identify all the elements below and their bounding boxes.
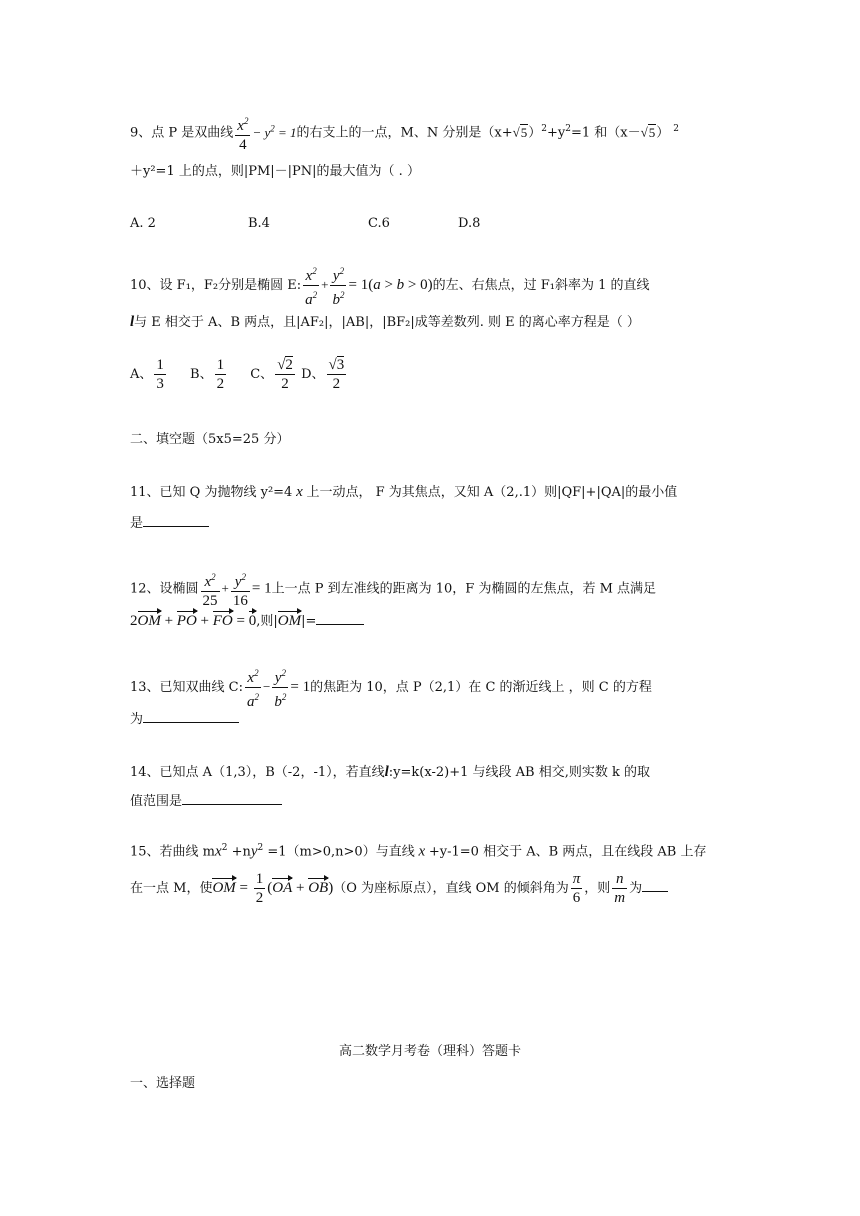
frac-pi-6: $\frac{\pi}{6}$ <box>572 871 581 906</box>
q10-text2: 的左、右焦点，过 F₁斜率为 1 的直线 <box>432 278 650 293</box>
q13-text: 13、已知双曲线 C: <box>130 680 244 695</box>
q13-frac-y2-b2: $\frac{y^2}{b^2}$ <box>272 664 288 711</box>
sqrt5-a: √5 <box>512 124 528 140</box>
q10-option-d: D、 <box>301 367 325 382</box>
q10-frac-x2-a2: $\frac{x^2}{a^2}$ <box>303 262 319 309</box>
q14-text2: :y=k(x-2)+1 与线段 AB 相交,则实数 k 的取 <box>388 765 650 780</box>
q15-text6: （O 为座标原点），直线 OM 的倾斜角为 <box>333 881 569 896</box>
vec-oa: OA <box>272 880 293 896</box>
q15-text4: +y-1=0 相交于 A、B 两点，且在线段 AB 上存 <box>428 844 707 860</box>
q15-text7: ，则 <box>584 881 611 896</box>
q15-line2: 在一点 M，使OM = $\frac{1}{2}$ (OA + OB)（O 为座标原点），直线 OM 的倾斜角为 $\frac{\pi}{6}$ ，则 $\frac{n}{m}$ 为 <box>130 870 668 907</box>
q14-line2 <box>130 790 282 812</box>
q9-line1: 9、点 P 是双曲线 $\frac{x^2}{4}$ − $y^2 = 1$的右支上的一点，M、N 分别是$(x+√5)^2+y^2=1$ 和（x－√5） $^2$ <box>130 112 679 154</box>
q14-text3: 值范围是 <box>130 794 183 809</box>
q9-text4: +y <box>546 125 566 141</box>
q9-formula: − $y^2 = 1$ <box>252 123 297 140</box>
q9-text5: =1 和（x－ <box>570 125 641 141</box>
vec-om-2: OM <box>277 613 302 629</box>
q10-line2: l与 E 相交于 A、B 两点，且|AF₂|，|AB|，|BF₂|成等差数列. 则 E 的离心率方程是（ ） <box>130 314 640 330</box>
q9-option-d: D.8 <box>458 216 481 231</box>
vec-om: OM <box>137 613 161 629</box>
q9-text6: ） <box>656 125 670 141</box>
q13-text2: 的焦距为 10，点 P（2,1）在 C 的渐近线上 ，则 C 的方程 <box>310 680 652 695</box>
q15-text8: 为 <box>629 881 643 896</box>
q9-option-c: C.6 <box>368 216 390 231</box>
q14-line1: 14、已知点 A（1,3），B（-2，-1），若直线l:y=k(x-2)+1 与线段 AB 相交,则实数 k 的取 <box>130 764 650 780</box>
q11-line1: 11、已知 Q 为抛物线 y²=4 x 上一动点， F 为其焦点，又知 A（2,.1）则|QF|+|QA|的最小值 <box>130 484 678 500</box>
vec-zero: 0 <box>248 613 257 629</box>
q12-text3: ,则| <box>256 614 278 629</box>
q10-option-b: B、 <box>190 367 213 382</box>
frac-sqrt2-2: $\frac{√2}{2}$ <box>277 357 293 392</box>
q15-line1: 15、若曲线 $mx^2 +ny^2 =1(m>0,n>0)$与直线 x +y-1=0 相交于 A、B 两点，且在线段 AB 上存 <box>130 843 707 860</box>
q11-line2 <box>130 512 209 534</box>
vec-om-3: OM <box>212 880 236 896</box>
q13-line2 <box>130 708 239 730</box>
q9-option-a: A. 2 <box>130 216 156 231</box>
q13-line1: 13、已知双曲线 C: $\frac{x^2}{a^2}$ − $\frac{y^2}{b^2}$ = 1的焦距为 10，点 P（2,1）在 C 的渐近线上 ，则 C 的方程 <box>130 664 652 711</box>
frac-sqrt3-2: $\frac{√3}{2}$ <box>328 357 345 392</box>
q12-line2: 2OM + PO + FO = 0,则|OM|= <box>130 610 364 632</box>
q12-frac-x2-25: $\frac{x^2}{25}$ <box>201 568 220 610</box>
q12-line1: 12、设椭圆 $\frac{x^2}{25}$ + $\frac{y^2}{16}$ = 1上一点 P 到左准线的距离为 10，F 为椭圆的左焦点，若 M 点满足 <box>130 568 656 610</box>
q14-text: 14、已知点 A（1,3），B（-2，-1），若直线 <box>130 765 385 780</box>
q13-frac-x2-a2: $\frac{x^2}{a^2}$ <box>245 664 261 711</box>
q9-options <box>130 214 480 234</box>
q10-frac-y2-b2: $\frac{y^2}{b^2}$ <box>330 262 346 309</box>
q9-text2: 的右支上的一点，M、N 分别是（x+ <box>296 125 513 141</box>
q11-answer-blank[interactable] <box>143 512 209 527</box>
q10-line1: 10、设 F₁，F₂分别是椭圆 E: $\frac{x^2}{a^2}$ + $\frac{y^2}{b^2}$ = 1(a > b > 0)的左、右焦点，过 F₁斜率为 1 的直线 <box>130 262 650 309</box>
answer-card-title: 高二数学月考卷（理科）答题卡 <box>338 1044 521 1059</box>
frac-n-m: $\frac{n}{m}$ <box>614 871 626 906</box>
answer-section-1: 一、选择题 <box>130 1076 196 1091</box>
frac-1-3: $\frac{1}{3}$ <box>156 357 164 392</box>
q10-options <box>130 356 348 393</box>
q11-text3: 是 <box>130 516 144 531</box>
q9-text3: ） <box>528 125 542 141</box>
q10-text: 10、设 F₁，F₂分别是椭圆 E: <box>130 278 302 293</box>
frac-1-2: $\frac{1}{2}$ <box>216 357 225 392</box>
q15-answer-blank[interactable] <box>642 877 668 892</box>
q13-answer-blank[interactable] <box>143 708 239 723</box>
section-2-title: 二、填空题（5x5=25 分） <box>130 432 290 447</box>
q12-text: 12、设椭圆 <box>130 581 199 597</box>
q10-text3: 与 E 相交于 A、B 两点，且|AF₂|，|AB|，|BF₂|成等差数列. 则 E 的离心率方程是（ ） <box>134 315 640 330</box>
q9-text: 9、点 P 是双曲线 <box>130 125 234 141</box>
q10-condition: = 1(a > b > 0) <box>348 277 433 293</box>
q15-text3: =1（m>0,n>0）与直线 <box>267 844 415 860</box>
q9-option-b: B.4 <box>248 216 270 231</box>
q12-text2: 上一点 P 到左准线的距离为 10，F 为椭圆的左焦点，若 M 点满足 <box>271 581 657 597</box>
q14-answer-blank[interactable] <box>182 790 282 805</box>
q10-option-a: A、 <box>130 367 153 382</box>
vec-fo: FO <box>212 613 233 629</box>
q13-text3: 为 <box>130 712 144 727</box>
q12-text4: |= <box>301 614 317 629</box>
frac-1-2-b: $\frac{1}{2}$ <box>255 871 264 906</box>
q15-text: 15、若曲线 m <box>130 844 216 860</box>
q10-option-c: C、 <box>250 367 274 382</box>
sqrt5-b: √5 <box>640 124 656 140</box>
q9-line2: ＋y²=1 上的点，则|PM|－|PN|的最大值为（ . ） <box>130 164 420 179</box>
vec-ob: OB <box>308 880 329 896</box>
q15-text5: 在一点 M，使 <box>130 881 213 896</box>
q15-text2: +n <box>231 844 251 860</box>
q12-answer-blank[interactable] <box>316 610 364 625</box>
q11-text: 11、已知 Q 为抛物线 y²=4 <box>130 485 293 500</box>
q11-text2: 上一动点， F 为其焦点，又知 A（2,.1）则|QF|+|QA|的最小值 <box>306 485 678 500</box>
q9-frac-x2-4: $\frac{x^2}{4}$ <box>235 112 250 154</box>
q12-frac-y2-16: $\frac{y^2}{16}$ <box>231 568 250 610</box>
vec-po: PO <box>176 613 197 629</box>
